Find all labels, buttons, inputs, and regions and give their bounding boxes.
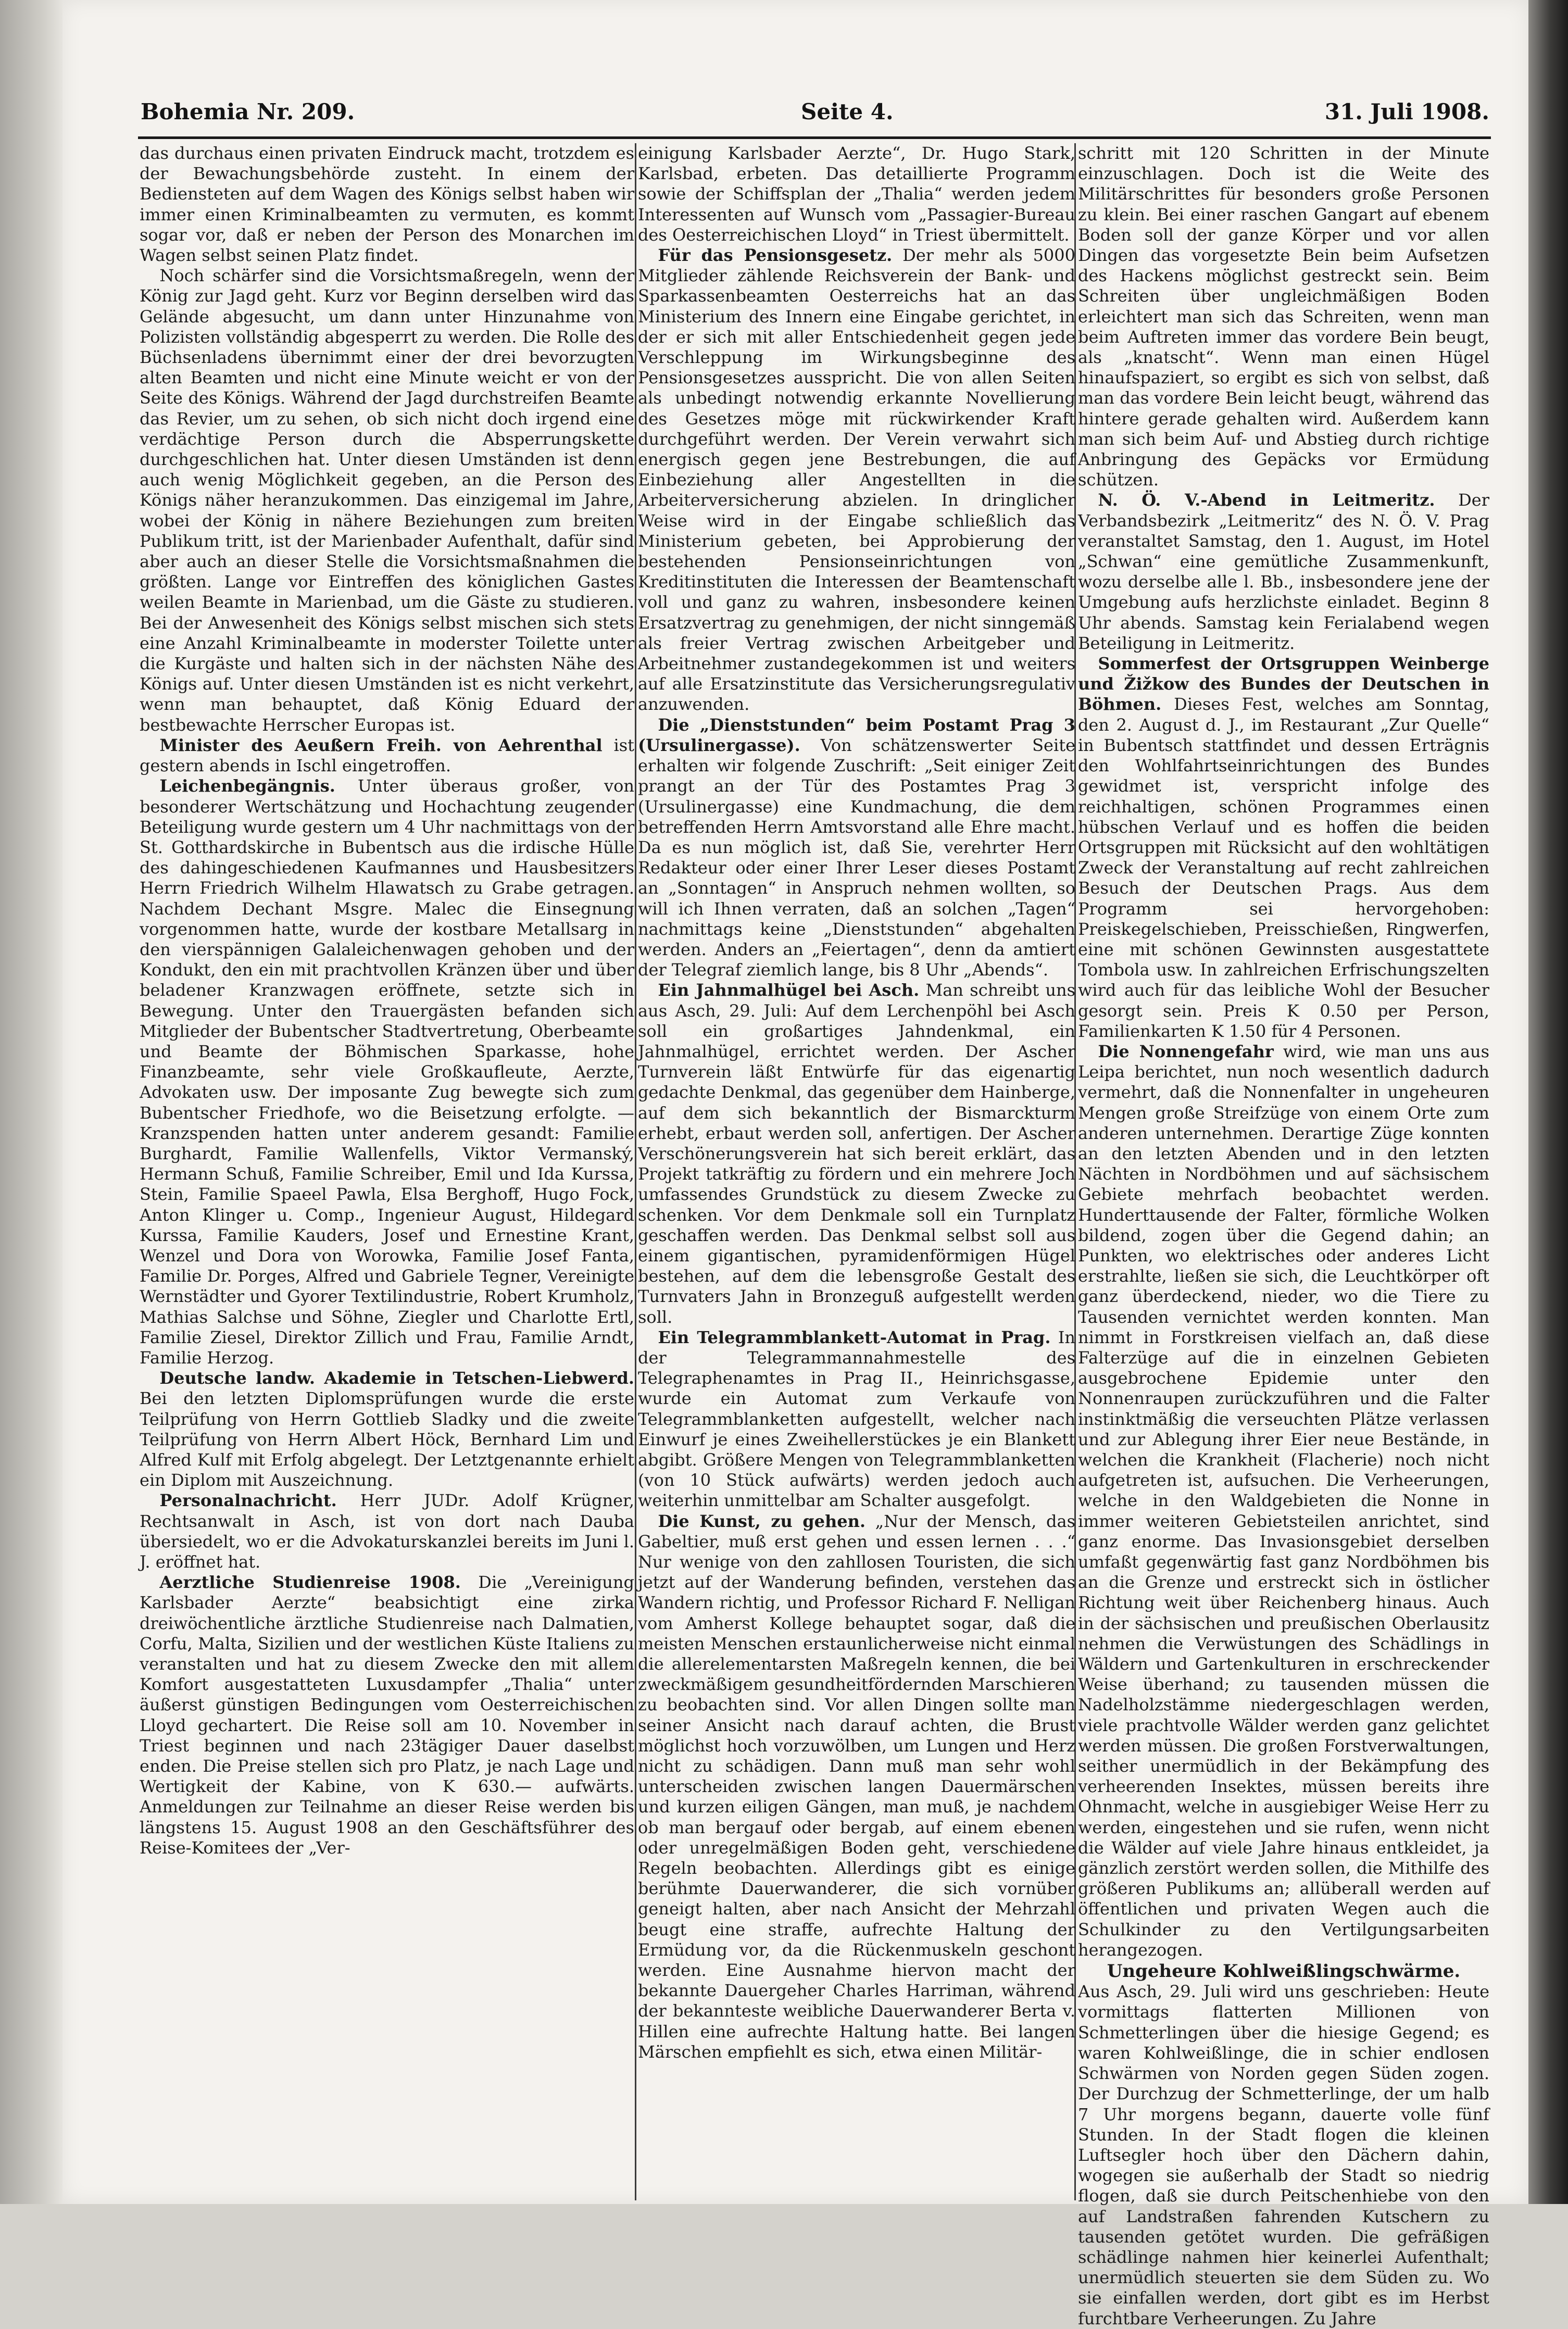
article-leitmeritz-evening bbox=[1078, 490, 1489, 654]
headline-study-trip: Aerztliche Studienreise 1908. bbox=[159, 1572, 461, 1593]
header-page-number: Seite 4. bbox=[801, 99, 894, 124]
header-date: 31. Juli 1908. bbox=[1324, 99, 1489, 124]
body-summer-fest: Dieses Fest, welches am Sonntag, den 2. August d. J., im Restaurant „Zur Quelle“ in Bubentsch stattfindet und dessen Erträgnis den Wohlfahrtseinrichtungen des Bundes gewidmet ist, verspricht infolge des reichhaltigen, schönen Programmes einen hübschen Verlauf und es hoffen die beiden Ortsgruppen mit Rücksicht auf den wohltätigen Zweck der Veranstaltung auf recht zahlreichen Besuch der Deutschen Prags. Aus dem Programm sei hervorgehoben: Preiskegelschieben, Preisschießen, Ringwerfen, eine mit schönen Gewinnsten ausgestattete Tombola usw. In zahlreichen Erfrischungszelten wird auch für das leibliche Wohl der Besucher gesorgt sein. Preis K 0.50 per Person, Familienkarten K 1.50 für 4 Personen. bbox=[1078, 694, 1489, 1041]
headline-personal-news: Personalnachricht. bbox=[159, 1491, 337, 1511]
column-3 bbox=[1078, 143, 1490, 2328]
page-header bbox=[141, 99, 1489, 131]
article-post-office-hours bbox=[638, 715, 1075, 981]
body-pension-law: Der mehr als 5000 Mitglieder zählende Reichsverein der Bank- und Sparkassenbeamten Oesterreichs hat an das Ministerium des Innern eine Eingabe gerichtet, in der er sich mit aller Entschiedenheit gegen jede Verschleppung im Wirkungsbeginne des Pensionsgesetzes ausspricht. Die von allen Seiten als unbedingt notwendig erkannte Novellierung des Gesetzes möge mit rückwirkender Kraft durchgeführt werden. Der Verein verwahrt sich energisch gegen jene Bestrebungen, die auf Einbeziehung aller Angestellten in die Arbeiterversicherung abzielen. In dringlicher Weise wird in der Eingabe schließlich das Ministerium gebeten, bei Approbierung der bestehenden Pensionseinrichtungen von Kreditinstituten die Interessen der Beamtenschaft voll und ganz zu wahren, insbesondere keinen Ersatzvertrag zu genehmigen, der nicht sinngemäß als freier Vertrag zwischen Arbeitgeber und Arbeitnehmer zustandegekommen ist und weiters auf alle Ersatzinstitute das Versicherungsregulativ anzuwenden. bbox=[638, 245, 1076, 715]
article-art-of-walking-end: schritt mit 120 Schritten in der Minute einzuschlagen. Doch ist die Weite des Militärschrittes für besonders große Personen zu klein. Bei einer raschen Gangart auf ebenem Boden soll der ganze Körper und vor allen Dingen das vorgesetzte Bein beim Aufsetzen des Hackens möglichst gestreckt sein. Beim Schreiten über ungleichmäßigen Boden erleichtert man sich das Schreiten, wenn man beim Auftreten immer das vordere Bein beugt, als „knatscht“. Wenn man einen Hügel hinaufspaziert, so ergibt es sich von selbst, daß man das vordere Bein leicht beugt, während das hintere gerade gehalten wird. Außerdem kann man sich beim Auf- und Abstieg durch richtige Anbringung des Gepäcks vor Ermüdung schützen. bbox=[1078, 143, 1489, 490]
body-study-trip: Die „Vereinigung Karlsbader Aerzte“ beabsichtigt eine zirka dreiwöchentliche ärztliche Studienreise nach Dalmatien, Corfu, Malta, Sizilien und der westlichen Küste Italiens zu veranstalten und hat zu diesem Zwecke den mit allem Komfort ausgestatteten Luxusdampfer „Thalia“ unter äußerst günstigen Bedingungen vom Oesterreichischen Lloyd gechartert. Die Reise soll am 10. November in Triest beginnen und nach 23tägiger Dauer daselbst enden. Die Preise stellen sich pro Platz, je nach Lage und Wertigkeit der Kabine, von K 630.— aufwärts. Anmeldungen zur Teilnahme an dieser Reise werden bis längstens 15. August 1908 an den Geschäftsführer des Reise-Komitees der „Ver- bbox=[140, 1572, 634, 1858]
body-jahn-memorial: Man schreibt uns aus Asch, 29. Juli: Auf dem Lerchenpöhl bei Asch soll ein großartiges Jahndenkmal, ein Jahnmalhügel, errichtet werden. Der Ascher Turnverein läßt Entwürfe für das eigenartig gedachte Denkmal, das gegenüber dem Hainberge, auf dem sich bekanntlich der Bismarckturm erhebt, erbaut werden soll, anfertigen. Der Ascher Verschönerungsverein hat sich bereit erklärt, das Projekt tatkräftig zu fördern und ein mehrere Joch umfassendes Grundstück zu diesem Zwecke zu schenken. Vor dem Denkmale soll ein Turnplatz geschaffen werden. Das Denkmal selbst soll aus einem gigantischen, pyramidenförmigen Hügel bestehen, auf dem die lebensgroße Gestalt des Turnvaters Jahn in Bronzeguß aufgestellt werden soll. bbox=[638, 980, 1076, 1327]
article-study-trip-end: einigung Karlsbader Aerzte“, Dr. Hugo Stark, Karlsbad, erbeten. Das detaillierte Programm sowie der Schiffsplan der „Thalia“ werden jedem Interessenten auf Wunsch vom „Passagier-Bureau des Oesterreichischen Lloyd“ in Triest übermittelt. bbox=[638, 143, 1075, 245]
headline-academy: Deutsche landw. Akademie in Tetschen-Liebwerd. bbox=[159, 1368, 634, 1388]
headline-telegram-automat: Ein Telegrammblankett-Automat in Prag. bbox=[658, 1327, 1051, 1347]
headline-art-of-walking: Die Kunst, zu gehen. bbox=[658, 1511, 866, 1531]
body-nun-moth: wird, wie man uns aus Leipa berichtet, nun noch wesentlich dadurch vermehrt, daß die Nonnenfalter in ungeheuren Mengen große Streifzüge von einem Orte zum anderen unternehmen. Derartige Züge konnten an den letzten Abenden und in den letzten Nächten in Nordböhmen und auf sächsischem Gebiete mehrfach beobachtet werden. Hunderttausende der Falter, förmliche Wolken bildend, zogen über die Gegend dahin; an Punkten, wo elektrisches oder anderes Licht erstrahlte, ließen sie sich, die Leuchtkörper oft ganz überdeckend, nieder, wo die Tiere zu Tausenden vernichtet werden konnten. Man nimmt in Forstkreisen vielfach an, daß diese Falterzüge auf die in einzelnen Gebieten ausgebrochene Epidemie unter den Nonnenraupen zurückzuführen und die Falter instinktmäßig die verseuchten Plätze verlassen und zur Ablegung ihrer Eier neue Bestände, in welchen die Krankheit (Flacherie) noch nicht aufgetreten ist, aufsuchen. Die Verheerungen, welche in den Waldgebieten die Nonne in immer weiteren Gebietsteilen anrichtet, sind ganz enorme. Das Invasionsgebiet derselben umfaßt gegenwärtig fast ganz Nordböhmen bis an die Grenze und erstreckt sich in östlicher Richtung weit über Reichenberg hinaus. Auch in der sächsischen und preußischen Oberlausitz nehmen die Verwüstungen des Schädlings in Wäldern und Gartenkulturen in erschreckender Weise überhand; zu tausenden müssen die Nadelholzstämme niedergeschlagen werden, viele prachtvolle Wälder werden ganz gelichtet werden müssen. Die großen Forstverwaltungen, seither unermüdlich in der Bekämpfung des verheerenden Insektes, müssen bereits ihre Ohnmacht, welche in ausgiebiger Weise Herr zu werden, eingestehen und sie rufen, wenn nicht die Wälder auf viele Jahre hinaus entkleidet, ja gänzlich zerstört werden sollen, die Mithilfe des größeren Publikums an; allüberall werden auf öffentlichen und privaten Wegen auch die Schulkinder zu den Vertilgungsarbeiten herangezogen. bbox=[1078, 1041, 1490, 1960]
headline-summer-fest: Sommerfest der Ortsgruppen Weinberge und Žižkow des Bundes der Deutschen in Böhmen. bbox=[1078, 654, 1489, 715]
body-art-of-walking: „Nur der Mensch, das Gabeltier, muß erst gehen und essen lernen . . .“ Nur wenige von den zahllosen Touristen, die sich jetzt auf der Wanderung befinden, verstehen das Wandern richtig, und Professor Richard F. Nelligan vom Amherst Kollege behauptet sogar, daß die meisten Menschen erstaunlicherweise nicht einmal die allerelementarsten Maßregeln kennen, die bei zweckmäßigem gesundheitfördernden Marschieren zu beobachten sind. Vor allen Dingen sollte man seiner Ansicht nach darauf achten, die Brust möglichst hoch vorzuwölben, um Lungen und Herz nicht zu schädigen. Dann muß man sehr wohl unterscheiden zwischen langen Dauermärschen und kurzen eiligen Gängen, man muß, je nachdem ob man bergauf oder bergab, auf einem ebenen oder unregelmäßigen Boden geht, verschiedene Regeln beobachten. Allerdings gibt es einige berühmte Dauerwanderer, die sich vornüber geneigt halten, aber nach Ansicht der Mehrzahl beugt eine straffe, aufrechte Haltung der Ermüdung vor, da die Rückenmuskeln geschont werden. Eine Ausnahme hiervon macht der bekannte Dauergeher Charles Harriman, während der bekannteste weibliche Dauerwanderer Berta v. Hillen eine aufrechte Haltung hatte. Bei langen Märschen empfiehlt es sich, etwa einen Militär- bbox=[638, 1511, 1076, 2062]
article-nun-moth bbox=[1078, 1042, 1489, 1960]
column-1 bbox=[140, 143, 634, 2203]
headline-nun-moth: Die Nonnengefahr bbox=[1098, 1041, 1274, 1061]
header-rule bbox=[138, 136, 1491, 139]
body-academy: Bei den letzten Diplomsprüfungen wurde die erste Teilprüfung von Herrn Gottlieb Sladky und die zweite Teilprüfung von Herrn Albert Höck, Bernhard Lim und Alfred Kulf mit Erfolg abgelegt. Der Letztgenannte erhielt ein Diplom mit Auszeichnung. bbox=[140, 1388, 634, 1491]
body-cabbage-white: Aus Asch, 29. Juli wird uns geschrieben: Heute vormittags flatterten Millionen von Schmetterlingen über die hiesige Gegend; es waren Kohlweißlinge, die in schier endlosen Schwärmen von Norden gegen Süden zogen. Der Durchzug der Schmetterlinge, der um halb 7 Uhr morgens begann, dauerte volle fünf Stunden. In der Stadt flogen die kleinen Luftsegler hoch über den Dächern dahin, wogegen sie außerhalb der Stadt so niedrig flogen, daß sie durch Peitschenhiebe von den auf Landstraßen fahrenden Kutschern zu tausenden getötet wurden. Die gefräßigen schädlinge nahmen hier keinerlei Aufenthalt; unermüdlich steuerten sie dem Süden zu. Wo sie einfallen werden, dort gibt es im Herbst furchtbare Verheerungen. Zu Jahre bbox=[1078, 1982, 1489, 2328]
headline-leitmeritz-evening: N. Ö. V.-Abend in Leitmeritz. bbox=[1098, 490, 1435, 510]
headline-cabbage-white: Ungeheure Kohlweißlingschwärme. bbox=[1107, 1961, 1461, 1982]
body-leitmeritz-evening: Der Verbandsbezirk „Leitmeritz“ des N. Ö. V. Prag veranstaltet Samstag, den 1. August, im Hotel „Schwan“ eine gemütliche Zusammenkunft, wozu derselbe alle l. Bb., insbesondere jene der Umgebung aufs herzlichste einladet. Beginn 8 Uhr abends. Samstag kein Ferialabend wegen Beteiligung in Leitmeritz. bbox=[1078, 490, 1490, 653]
article-funeral bbox=[140, 776, 634, 1368]
body-personal-news: Herr JUDr. Adolf Krügner, Rechtsanwalt in Asch, ist von dort nach Dauba übersiedelt, wo er die Advokaturskanzlei bereits im Juni l. J. eröffnet hat. bbox=[140, 1491, 634, 1572]
article-pension-law bbox=[638, 245, 1075, 715]
body-post-office-hours: Von schätzenswerter Seite erhalten wir folgende Zuschrift: „Seit einiger Zeit prangt an der Tür des Postamtes Prag 3 (Ursulinergasse) eine Kundmachung, die dem betreffenden Herrn Amtsvorstand alle Ehre macht. Da es nun möglich ist, daß Sie, verehrter Herr Redakteur oder einer Ihrer Leser dieses Postamt an „Sonntagen“ in Anspruch nehmen wollten, so will ich Ihnen verraten, daß an solchen „Tagen“ nachmittags keine „Dienststunden“ abgehalten werden. Anders an „Feiertagen“, denn da amtiert der Telegraf ziemlich lange, bis 8 Uhr „Abends“. bbox=[638, 735, 1075, 980]
body-aehrenthal: ist gestern abends in Ischl eingetroffen. bbox=[140, 735, 635, 776]
body-telegram-automat: In der Telegrammannahmestelle des Telegraphenamtes in Prag II., Heinrichsgasse, wurde ein Automat zum Verkaufe von Telegrammblanketten aufgestellt, welcher nach Einwurf je eines Zweihellerstückes je ein Blankett abgibt. Größere Mengen von Telegrammblanketten (von 10 Stück aufwärts) werden jedoch auch weiterhin unmittelbar am Schalter ausgefolgt. bbox=[638, 1327, 1076, 1511]
headline-post-office-hours: Die „Dienststunden“ beim Postamt Prag 3 (Ursulinergasse). bbox=[638, 715, 1075, 755]
article-telegram-automat bbox=[638, 1328, 1075, 1511]
article-royal-security-end: das durchaus einen privaten Eindruck macht, trotzdem es der Bewachungsbehörde zusteht. In einem der Bediensteten auf dem Wagen des Königs selbst haben wir immer einen Kriminalbeamten zu vermuten, es kommt sogar vor, daß er neben der Person des Monarchen im Wagen selbst seinen Platz findet. bbox=[140, 143, 634, 266]
header-newspaper-issue: Bohemia Nr. 209. bbox=[141, 99, 355, 124]
article-royal-security-hunting: Noch schärfer sind die Vorsichtsmaßregeln, wenn der König zur Jagd geht. Kurz vor Beginn derselben wird das Gelände abgesucht, um dann unter Hinzunahme von Polizisten vollständig abgesperrt zu werden. Die Rolle des Büchsenladens übernimmt einer der drei bevorzugten alten Beamten und nicht eine Minute weicht er von der Seite des Königs. Während der Jagd durchstreifen Beamte das Revier, um zu sehen, ob sich nicht doch irgend eine verdächtige Person durch die Absperrungskette durchgeschlichen hat. Unter diesen Umständen ist denn auch wenig Möglichkeit gegeben, an die Person des Königs näher heranzukommen. Das einzigemal im Jahre, wobei der König in nähere Beziehungen zum breiten Publikum tritt, ist der Marienbader Aufenthalt, dafür sind aber auch an dieser Stelle die Vorsichtsmaßnahmen die größten. Lange vor Eintreffen des königlichen Gastes weilen Beamte in Marienbad, um die Gäste zu studieren. Bei der Anwesenheit des Königs selbst mischen sich stets eine Anzahl Kriminalbeamte in moderster Toilette unter die Kurgäste und halten sich in der nächsten Nähe des Königs auf. Unter diesen Umständen ist es nicht verkehrt, wenn man behauptet, daß König Eduard der bestbewachte Herrscher Europas ist. bbox=[140, 266, 634, 735]
scan-border-left bbox=[0, 0, 62, 2204]
article-art-of-walking bbox=[638, 1511, 1075, 2062]
headline-jahn-memorial: Ein Jahnmalhügel bei Asch. bbox=[658, 980, 920, 1000]
headline-pension-law: Für das Pensionsgesetz. bbox=[658, 245, 893, 266]
article-summer-fest bbox=[1078, 654, 1489, 1042]
headline-aehrenthal: Minister des Aeußern Freih. von Aehrenthal bbox=[159, 735, 603, 755]
article-jahn-memorial bbox=[638, 980, 1075, 1327]
article-academy bbox=[140, 1368, 634, 1491]
article-study-trip bbox=[140, 1572, 634, 1858]
scan-border-right bbox=[1528, 0, 1568, 2204]
column-2 bbox=[638, 143, 1075, 2203]
article-personal-news bbox=[140, 1491, 634, 1572]
article-aehrenthal bbox=[140, 735, 634, 776]
headline-funeral: Leichenbegängnis. bbox=[159, 776, 335, 796]
body-funeral: Unter überaus großer, von besonderer Wertschätzung und Hochachtung zeugender Beteiligung wurde gestern um 4 Uhr nachmittags von der St. Gotthardskirche in Bubentsch aus die irdische Hülle des dahingeschiedenen Kaufmannes und Hausbesitzers Herrn Friedrich Wilhelm Hlawatsch zu Grabe getragen. Nachdem Dechant Msgre. Malec die Einsegnung vorgenommen hatte, wurde der kostbare Metallsarg in den vierspännigen Galaleichenwagen gehoben und der Kondukt, den ein mit prachtvollen Kränzen über und über beladener Kranzwagen eröffnete, setzte sich in Bewegung. Unter den Trauergästen befanden sich Mitglieder der Bubentscher Stadtvertretung, Oberbeamte und Beamte der Böhmischen Sparkasse, hohe Finanzbeamte, sehr viele Großkaufleute, Aerzte, Advokaten usw. Der imposante Zug bewegte sich zum Bubentscher Friedhofe, wo die Beisetzung erfolgte. — Kranzspenden hatten unter anderem gesandt: Familie Burghardt, Familie Wallenfells, Viktor Vermanský, Hermann Schuß, Familie Schreiber, Emil und Ida Kurssa, Stein, Familie Spaeel Pawla, Elsa Berghoff, Hugo Fock, Anton Klinger u. Comp., Ingenieur August, Hildegard Kurssa, Familie Kauders, Josef und Ernestine Krant, Wenzel und Dora von Worowka, Familie Josef Fanta, Familie Dr. Porges, Alfred und Gabriele Tegner, Vereinigte Wernstädter und Gyorer Textilindustrie, Robert Krumholz, Mathias Salchse und Söhne, Ziegler und Charlotte Ertl, Familie Ziesel, Direktor Zillich und Frau, Familie Arndt, Familie Herzog. bbox=[140, 776, 634, 1368]
column-separator-1 bbox=[635, 143, 636, 2200]
